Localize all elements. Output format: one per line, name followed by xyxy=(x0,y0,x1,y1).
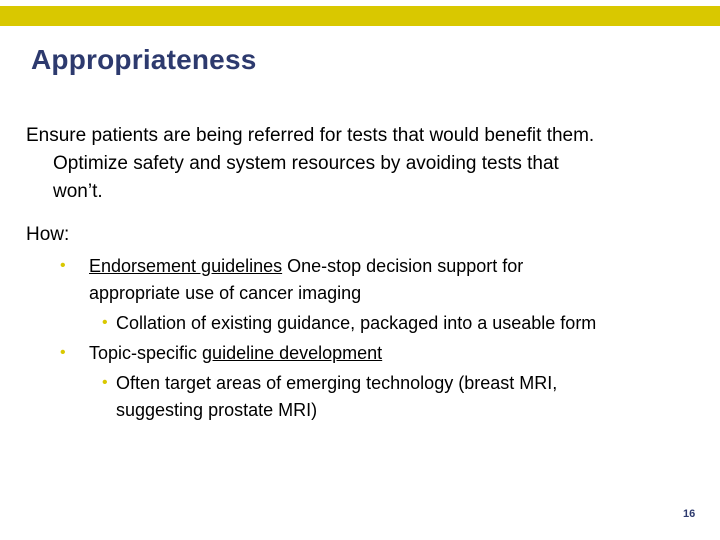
sub-bullet-1-text: Collation of existing guidance, packaged into a useable form xyxy=(116,313,597,333)
bullet-icon: • xyxy=(60,344,66,361)
bullet-2-line xyxy=(89,340,382,366)
how-label: How: xyxy=(26,224,70,245)
intro-line-2: Optimize safety and system resources by avoiding tests that xyxy=(53,153,559,174)
bullet-2-prefix: Topic-specific xyxy=(89,343,203,363)
bullet-1-line-1 xyxy=(89,253,523,279)
slide-title: Appropriateness xyxy=(31,44,257,75)
bullet-1-line-2: appropriate use of cancer imaging xyxy=(89,283,362,303)
page-number: 16 xyxy=(683,508,696,520)
sub-bullet-2-line-2: suggesting prostate MRI) xyxy=(116,400,318,420)
intro-line-1: Ensure patients are being referred for tests that would benefit them. xyxy=(26,125,595,146)
sub-bullet-2-line-1: Often target areas of emerging technology (breast MRI, xyxy=(116,373,558,393)
bullet-1-text: One-stop decision support for xyxy=(282,256,524,276)
sub-bullet-icon: • xyxy=(102,314,108,331)
guideline-development-link[interactable]: guideline development xyxy=(202,343,383,363)
intro-paragraph xyxy=(26,122,706,206)
sub-bullet-icon: • xyxy=(102,374,108,391)
bullet-icon: • xyxy=(60,257,66,274)
top-accent-bar xyxy=(0,6,720,26)
endorsement-guidelines-link[interactable]: Endorsement guidelines xyxy=(89,256,283,276)
intro-line-3: won’t. xyxy=(53,181,103,202)
